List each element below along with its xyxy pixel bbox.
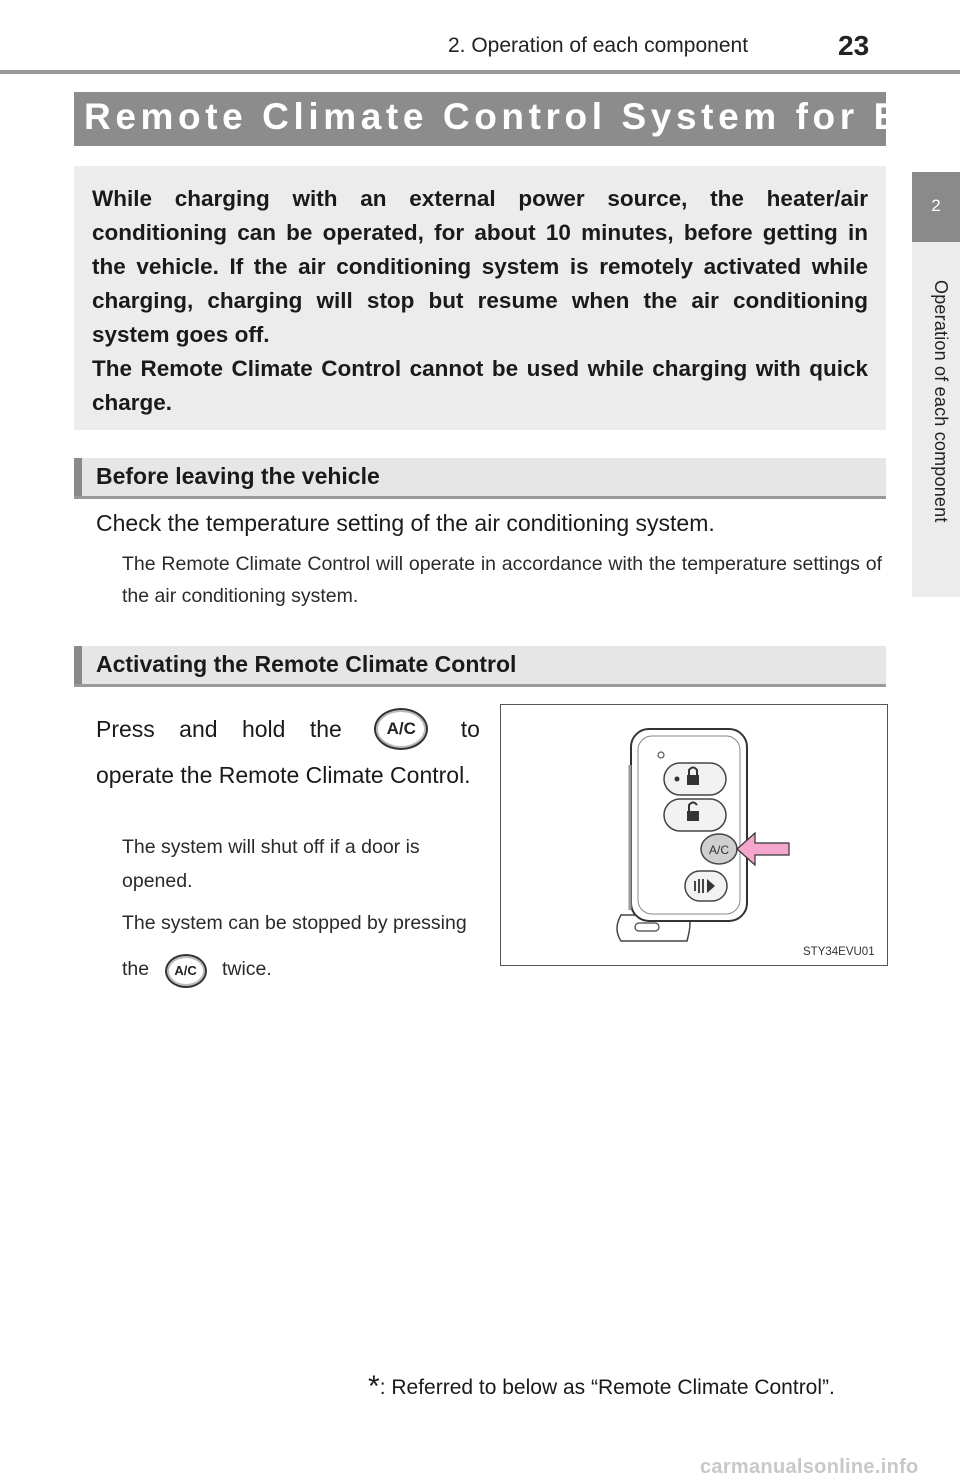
header-section-title: 2. Operation of each component [448, 34, 749, 57]
activating-body [96, 706, 480, 798]
activating-note-2-pre: The system can be stopped by pressing the [122, 912, 467, 980]
page-title: Remote Climate Control System for EV* [84, 96, 952, 137]
section-heading-bar [74, 646, 82, 684]
ac-button-icon: A/C [374, 708, 428, 750]
lock-dot [675, 777, 680, 782]
activating-body-pre: Press and hold the [96, 716, 342, 742]
activating-note-1: The system will shut off if a door is opened. [122, 836, 420, 892]
activating-body-to: to [460, 716, 480, 742]
footnote-text: : Referred to below as “Remote Climate Control”. [379, 1376, 835, 1399]
before-note: The Remote Climate Control will operate in accordance with the temperature settings of the air conditioning system. [122, 553, 882, 607]
lock-body [687, 775, 699, 785]
section-heading-before-text: Before leaving the vehicle [96, 463, 380, 489]
page-number: 23 [838, 30, 870, 61]
before-body: Check the temperature setting of the air conditioning system. [96, 510, 715, 536]
chapter-tab-label: Operation of each component [931, 280, 951, 523]
trunk-button-shape [685, 871, 727, 901]
footnote-mark: * [368, 1370, 380, 1403]
unlock-body [687, 811, 699, 821]
section-heading-bar [74, 458, 82, 496]
ac-button-icon: A/C [165, 954, 207, 988]
key-fob-figure [500, 704, 888, 966]
intro-paragraph: While charging with an external power source, the heater/air conditioning can be operated, for about 10 minutes, before getting in the vehicle. If the air conditioning system is remotely activated while charging, charging will stop but resume when the air conditioning system goes off. [92, 186, 868, 347]
intro-paragraph-2: The Remote Climate Control cannot be used while charging with quick charge. [92, 356, 868, 415]
activating-note-2-post: twice. [221, 958, 272, 980]
intro-text [92, 182, 868, 420]
key-fob-illustration [501, 705, 887, 965]
key-blade-slot [635, 923, 659, 931]
figure-code: STY34EVU01 [803, 946, 875, 958]
footnote [368, 1370, 835, 1404]
fob-ac-label: A/C [708, 843, 730, 857]
watermark: carmanualsonline.info [700, 1456, 919, 1478]
activating-note-2 [122, 900, 480, 992]
header-rule [0, 70, 960, 74]
section-heading-activating-text: Activating the Remote Climate Control [96, 651, 517, 677]
activating-body-post: operate the Remote Climate Control. [96, 762, 471, 788]
chapter-tab-number: 2 [931, 196, 941, 215]
